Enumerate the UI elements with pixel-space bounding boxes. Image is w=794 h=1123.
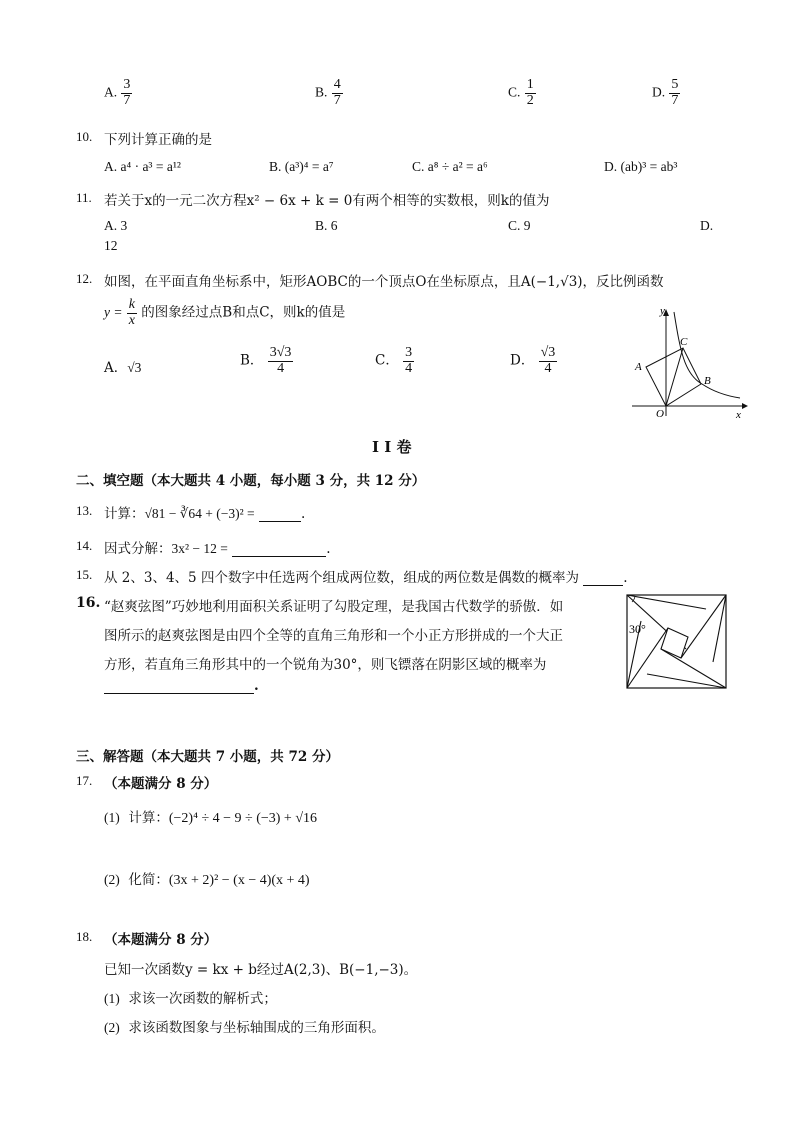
q12-option-a: A．√3 <box>104 360 142 376</box>
q12-coordinate-figure <box>622 304 752 422</box>
q10-option-a: A. a⁴ · a³ = a¹² <box>104 159 181 174</box>
q9-b-fraction: $\frac{4}{7}$ <box>333 77 341 108</box>
q11-option-b: B. 6 <box>315 218 338 233</box>
q10-option-d: D. (ab)³ = ab³ <box>604 159 678 174</box>
q18-stem: 已知一次函数y = kx + b经过A(2,3)、B(−1,−3)。 <box>104 962 418 978</box>
q15-number: 15. <box>76 567 93 582</box>
q11-option-a: A. 3 <box>104 218 128 233</box>
q10-stem: 下列计算正确的是 <box>104 132 212 148</box>
q14-number: 14. <box>76 538 93 553</box>
q15-content: 从 2、3、4、5 四个数字中任选两个组成两位数，组成的两位数是偶数的概率为 . <box>104 570 628 586</box>
solve-heading: 三、解答题（本大题共 7 小题，共 72 分） <box>76 749 339 765</box>
q18-score: （本题满分 8 分） <box>104 932 218 948</box>
q11-option-d-value: 12 <box>104 238 118 253</box>
leg-segment <box>681 595 726 658</box>
q9-option-a: A. $\frac{3}{7}$ <box>104 77 131 108</box>
q16-answer-blank[interactable] <box>104 679 254 694</box>
q9-c-fraction: $\frac{1}{2}$ <box>526 77 534 108</box>
section-ii-title: I I 卷 <box>372 438 412 456</box>
triangle-edge <box>713 595 726 662</box>
q10-option-b: B. (a³)⁴ = a⁷ <box>269 159 334 174</box>
rectangle-aobc <box>646 348 701 406</box>
zhao-shuang-diagram <box>626 594 728 690</box>
q9-option-c: C. $\frac{1}{2}$ <box>508 77 534 108</box>
q12-number: 12. <box>76 271 93 286</box>
q17-score: （本题满分 8 分） <box>104 776 218 792</box>
q11-option-c: C. 9 <box>508 218 531 233</box>
x-axis-arrow <box>742 403 748 409</box>
q16-line1: “赵爽弦图”巧妙地利用面积关系证明了勾股定理，是我国古代数学的骄傲．如 <box>104 599 564 615</box>
fig-label-b: B <box>704 375 711 387</box>
fig-label-y: y <box>660 305 665 317</box>
q14-answer-blank[interactable] <box>232 542 326 557</box>
fig-label-c: C <box>680 336 688 348</box>
q18-part2: (2) 求该函数图象与坐标轴围成的三角形面积。 <box>104 1020 385 1036</box>
q11-number: 11. <box>76 190 92 205</box>
q17-part1: (1) 计算：(−2)⁴ ÷ 4 − 9 ÷ (−3) + √16 <box>104 810 318 826</box>
q9-option-d: D. $\frac{5}{7}$ <box>652 77 679 108</box>
q13-content: 计算：√81 − ∛64 + (−3)² = . <box>104 506 306 522</box>
q10-option-c: C. a⁸ ÷ a² = a⁶ <box>412 159 488 174</box>
q13-number: 13. <box>76 503 93 518</box>
q17-number: 17. <box>76 773 93 788</box>
q16-number: 16. <box>76 595 101 611</box>
q14-content: 因式分解：3x² − 12 = . <box>104 541 331 557</box>
fig-label-x: x <box>736 409 741 421</box>
q16-answer-line: . <box>104 678 259 694</box>
q16-line2: 图所示的赵爽弦图是由四个全等的直角三角形和一个小正方形拼成的一个大正 <box>104 628 563 644</box>
fig-label-a: A <box>635 361 642 373</box>
q9-a-fraction: $\frac{3}{7}$ <box>123 77 131 108</box>
q12-stem-line1: 如图，在平面直角坐标系中，矩形AOBC的一个顶点O在坐标原点，且A(−1,√3)，反比例函数 <box>104 274 664 290</box>
triangle-edge <box>627 595 706 609</box>
fill-in-heading: 二、填空题（本大题共 4 小题，每小题 3 分，共 12 分） <box>76 473 426 489</box>
q15-answer-blank[interactable] <box>583 571 623 586</box>
q10-number: 10. <box>76 129 93 144</box>
q11-stem: 若关于x的一元二次方程x² − 6x + k = 0有两个相等的实数根，则k的值为 <box>104 193 550 209</box>
angle-label-30: 30° <box>629 622 646 636</box>
q12-option-c: C． $\frac{3}{4}$ <box>375 345 413 376</box>
q13-answer-blank[interactable] <box>259 507 301 522</box>
q11-option-d: D. <box>700 218 714 233</box>
q16-line3: 方形，若直角三角形其中的一个锐角为30°，则飞镖落在阴影区域的概率为 <box>104 657 547 673</box>
fig-label-o: O <box>656 408 664 420</box>
q9-d-fraction: $\frac{5}{7}$ <box>671 77 679 108</box>
q9-option-b: B. $\frac{4}{7}$ <box>315 77 341 108</box>
q17-part2: (2) 化简：(3x + 2)² − (x − 4)(x + 4) <box>104 872 310 888</box>
q12-option-b: B． $\frac{3√3}{4}$ <box>240 345 292 376</box>
q12-k-over-x: $\frac{k}{x}$ <box>128 297 135 328</box>
q18-number: 18. <box>76 929 93 944</box>
q12-option-d: D． $\frac{√3}{4}$ <box>510 345 556 376</box>
q12-stem-line2: y = $\frac{k}{x}$ 的图象经过点B和点C，则k的值是 <box>104 297 346 328</box>
q18-part1: (1) 求该一次函数的解析式； <box>104 991 277 1007</box>
